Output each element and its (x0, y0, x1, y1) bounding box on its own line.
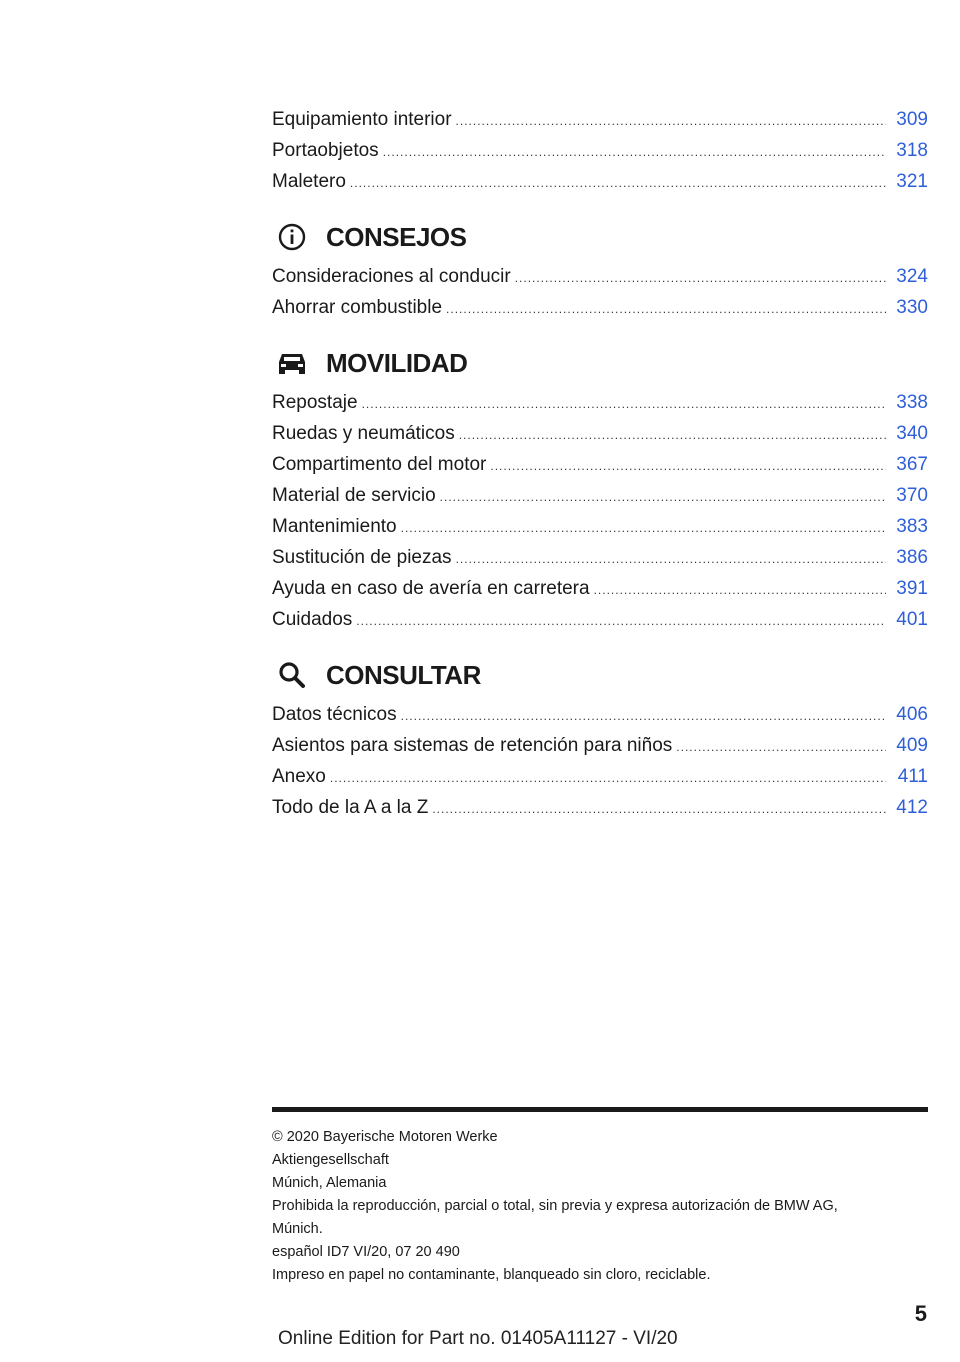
dot-leader (676, 732, 886, 763)
toc-entry-label: Ahorrar combustible (272, 297, 443, 318)
dot-leader (432, 794, 886, 825)
section-title: MOVILIDAD (326, 347, 468, 378)
imprint-line: Múnich. (272, 1221, 323, 1237)
toc-entry[interactable] (272, 730, 928, 761)
toc-entry-label: Repostaje (272, 392, 358, 413)
dot-leader (594, 575, 886, 606)
toc-entry-page[interactable]: 318 (896, 140, 928, 161)
toc-entry-page[interactable]: 324 (896, 266, 928, 287)
section-title: CONSULTAR (326, 659, 481, 690)
dot-leader (356, 606, 886, 637)
imprint-line: Múnich, Alemania (272, 1175, 387, 1191)
dot-leader (456, 544, 886, 575)
toc-entry[interactable] (272, 166, 928, 197)
toc-entry[interactable] (272, 480, 928, 511)
toc-entry[interactable] (272, 418, 928, 449)
toc-entry-page[interactable]: 338 (896, 392, 928, 413)
toc-entry-label: Cuidados (272, 609, 353, 630)
edition-footer: Online Edition for Part no. 01405A11127 - VI/20 (278, 1328, 678, 1349)
toc-entry-page[interactable]: 309 (896, 109, 928, 130)
toc-entry-label: Maletero (272, 171, 346, 192)
toc-entry[interactable] (272, 104, 928, 135)
imprint-line: Impreso en papel no contaminante, blanqueado sin cloro, reciclable. (272, 1267, 711, 1283)
toc-entry-page[interactable]: 383 (896, 516, 928, 537)
section-heading (272, 655, 928, 695)
toc-entry-label: Sustitución de piezas (272, 547, 452, 568)
toc-entry-label: Anexo (272, 766, 326, 787)
toc-entry-page[interactable]: 412 (896, 797, 928, 818)
toc-entry[interactable] (272, 387, 928, 418)
section-heading (272, 343, 928, 383)
toc-entry-page[interactable]: 321 (896, 171, 928, 192)
toc-entry-label: Datos técnicos (272, 704, 397, 725)
toc-entry[interactable] (272, 761, 928, 792)
toc-entry-label: Todo de la A a la Z (272, 797, 429, 818)
dot-leader (383, 137, 886, 168)
section-consultar (272, 655, 928, 823)
car-icon (272, 343, 312, 383)
imprint-line: Prohibida la reproducción, parcial o total, sin previa y expresa autorización de BMW AG, (272, 1198, 838, 1214)
imprint-block (272, 1126, 928, 1287)
section-consejos (272, 217, 928, 323)
toc-entry[interactable] (272, 261, 928, 292)
footer-divider (272, 1107, 928, 1112)
toc-entry-page[interactable]: 391 (896, 578, 928, 599)
toc-entry-page[interactable]: 411 (897, 766, 928, 787)
dot-leader (440, 482, 886, 513)
dot-leader (459, 420, 886, 451)
toc-entry-page[interactable]: 386 (896, 547, 928, 568)
toc-entry[interactable] (272, 511, 928, 542)
toc-entry[interactable] (272, 699, 928, 730)
toc-entry-label: Mantenimiento (272, 516, 397, 537)
toc-entry[interactable] (272, 449, 928, 480)
imprint-line: Aktiengesellschaft (272, 1152, 389, 1168)
toc-entry-label: Portaobjetos (272, 140, 379, 161)
toc-entry[interactable] (272, 792, 928, 823)
toc-entry-label: Compartimento del motor (272, 454, 487, 475)
table-of-contents (272, 104, 928, 823)
page-number: 5 (914, 1301, 927, 1326)
info-icon (272, 217, 312, 257)
toc-entry[interactable] (272, 292, 928, 323)
imprint-line: © 2020 Bayerische Motoren Werke (272, 1129, 498, 1145)
dot-leader (401, 701, 886, 732)
toc-entry-label: Consideraciones al conducir (272, 266, 511, 287)
toc-entry[interactable] (272, 573, 928, 604)
dot-leader (456, 106, 886, 137)
toc-entry-label: Asientos para sistemas de retención para niños (272, 735, 673, 756)
toc-entry-label: Ayuda en caso de avería en carretera (272, 578, 590, 599)
section-movilidad (272, 343, 928, 635)
toc-entry-page[interactable]: 406 (896, 704, 928, 725)
toc-entry[interactable] (272, 604, 928, 635)
toc-entry-page[interactable]: 367 (896, 454, 928, 475)
toc-entry-page[interactable]: 409 (896, 735, 928, 756)
dot-leader (515, 263, 886, 294)
toc-entry-label: Ruedas y neumáticos (272, 423, 455, 444)
dot-leader (350, 168, 886, 199)
dot-leader (330, 763, 886, 794)
dot-leader (362, 389, 886, 420)
section-heading (272, 217, 928, 257)
dot-leader (446, 294, 886, 325)
toc-intro-list (272, 104, 928, 197)
toc-entry-label: Equipamiento interior (272, 109, 452, 130)
section-title: CONSEJOS (326, 221, 467, 252)
toc-entry-page[interactable]: 330 (896, 297, 928, 318)
toc-entry-page[interactable]: 370 (896, 485, 928, 506)
dot-leader (490, 451, 886, 482)
search-icon (272, 655, 312, 695)
toc-entry-page[interactable]: 401 (896, 609, 928, 630)
imprint-line: español ID7 VI/20, 07 20 490 (272, 1244, 460, 1260)
toc-entry[interactable] (272, 542, 928, 573)
toc-entry-label: Material de servicio (272, 485, 436, 506)
dot-leader (401, 513, 886, 544)
toc-entry-page[interactable]: 340 (896, 423, 928, 444)
toc-entry[interactable] (272, 135, 928, 166)
